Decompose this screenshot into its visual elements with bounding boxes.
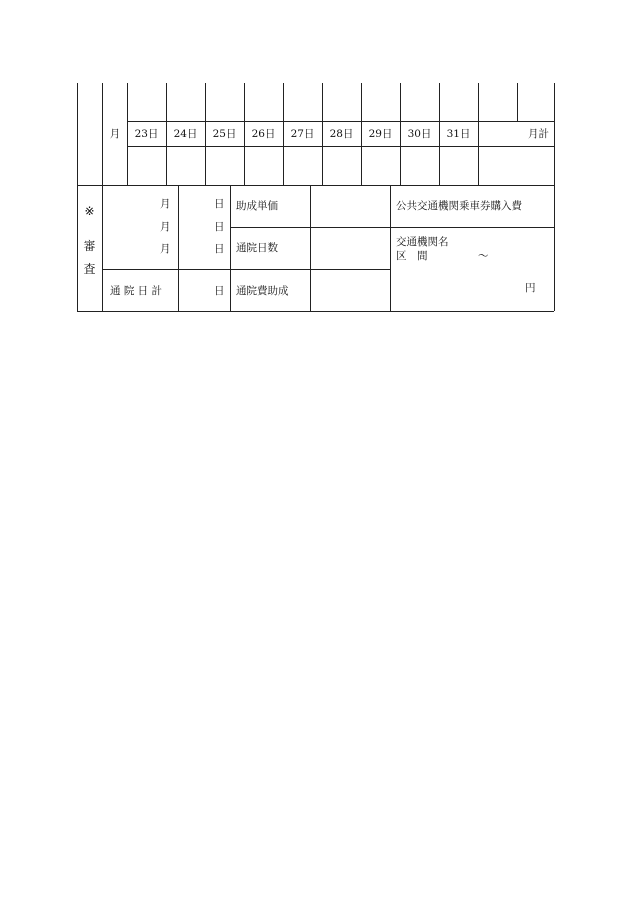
subsidy-label: 通院費助成: [236, 285, 289, 297]
section-separator: ～: [478, 250, 489, 262]
calendar-day-header: 28日: [329, 128, 354, 140]
calendar-row-line-1: [127, 121, 554, 122]
outer-right-border: [554, 83, 555, 311]
review-day-unit: 日: [214, 221, 225, 233]
calendar-day-header: 24日: [173, 128, 198, 140]
outer-left-border: [77, 83, 78, 311]
transit-name-label: 交通機関名: [396, 236, 449, 248]
calendar-day-header: 29日: [368, 128, 393, 140]
review-col-line-2: [178, 185, 179, 311]
calendar-col-line-partial: [517, 83, 518, 121]
review-col-line-1: [102, 185, 103, 311]
calendar-day-header: 30日: [407, 128, 432, 140]
calendar-day-header: 23日: [134, 128, 159, 140]
transit-cost-label: 公共交通機関乗車券購入費: [396, 200, 522, 212]
visit-total-unit: 日: [214, 285, 225, 297]
visit-total-label: 通 院 日 計: [110, 285, 163, 297]
unit-price-label: 助成単価: [236, 200, 278, 212]
review-month-unit: 月: [160, 221, 171, 233]
review-month-unit: 月: [160, 198, 171, 210]
review-col-line-3: [230, 185, 231, 311]
calendar-bottom-line: [77, 185, 554, 186]
calendar-day-header: 25日: [212, 128, 237, 140]
review-label-2: 査: [83, 262, 96, 276]
review-mark: ※: [84, 204, 95, 218]
review-col-line-4: [310, 185, 311, 311]
calendar-day-header: 27日: [290, 128, 315, 140]
calendar-row-line-2: [127, 146, 554, 147]
calendar-day-header: 31日: [446, 128, 471, 140]
review-line-upper: [230, 227, 554, 228]
calendar-month-label: 月: [109, 128, 121, 140]
calendar-month-total-label: 月計: [528, 128, 549, 140]
section-label: 区 間: [396, 250, 428, 262]
review-label-1: 審: [83, 239, 96, 253]
yen-label: 円: [525, 282, 536, 294]
review-day-unit: 日: [214, 198, 225, 210]
review-bottom-line: [77, 311, 554, 312]
review-col-line-5: [390, 185, 391, 311]
review-day-unit: 日: [214, 243, 225, 255]
visit-days-label: 通院日数: [236, 242, 278, 254]
review-month-unit: 月: [160, 243, 171, 255]
calendar-day-header: 26日: [251, 128, 276, 140]
review-line-lower: [102, 269, 390, 270]
